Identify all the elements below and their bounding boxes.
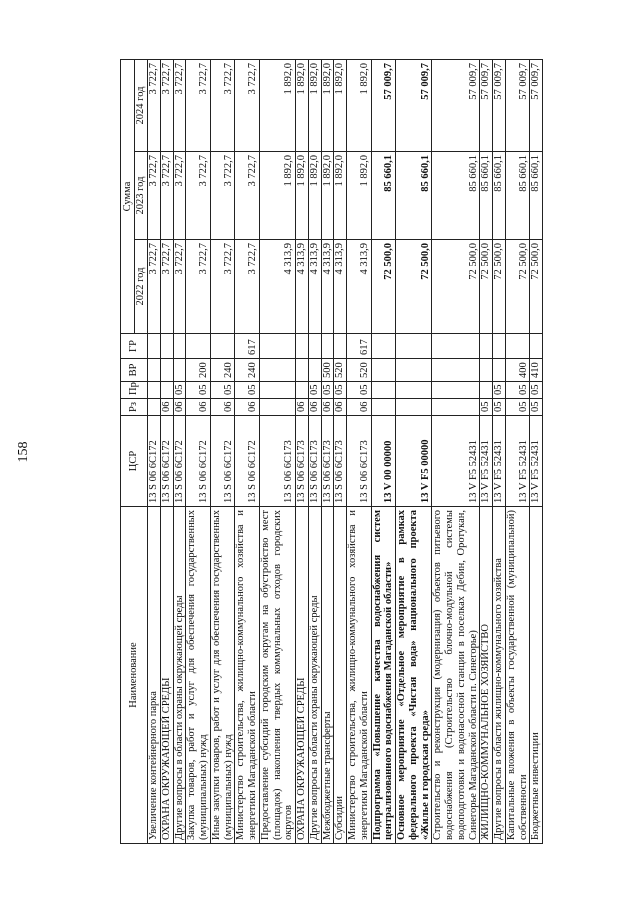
- rotated-table-container: [120, 60, 590, 844]
- cell-vr: 520: [334, 359, 347, 382]
- cell-pr: 05: [186, 382, 211, 399]
- cell-pr: [432, 382, 480, 399]
- cell-csr: 13 V 00 00000: [371, 416, 396, 507]
- cell-vr: [480, 359, 493, 382]
- cell-y2024: 1 892,0: [259, 59, 295, 151]
- cell-y2023: 1 892,0: [321, 152, 334, 240]
- cell-csr: 13 S 06 6С173: [308, 416, 321, 507]
- cell-y2022: 72 500,0: [396, 240, 432, 334]
- cell-name: Субсидии: [334, 507, 347, 844]
- cell-y2023: 3 722,7: [210, 152, 235, 240]
- cell-rz: 05: [505, 399, 530, 416]
- cell-y2023: 3 722,7: [160, 152, 173, 240]
- cell-rz: [148, 399, 161, 416]
- cell-vr: [296, 359, 309, 382]
- cell-y2022: 3 722,7: [173, 240, 186, 334]
- table-row: [148, 59, 161, 843]
- cell-y2024: 1 892,0: [296, 59, 309, 151]
- cell-vr: [308, 359, 321, 382]
- cell-y2023: 85 660,1: [432, 152, 480, 240]
- budget-table: [120, 59, 543, 844]
- cell-rz: [259, 399, 295, 416]
- cell-rz: 05: [493, 399, 506, 416]
- cell-pr: [371, 382, 396, 399]
- cell-y2023: 1 892,0: [334, 152, 347, 240]
- cell-name: ЖИЛИЩНО-КОММУНАЛЬНОЕ ХОЗЯЙСТВО: [480, 507, 493, 844]
- cell-csr: 13 S 06 6С173: [296, 416, 309, 507]
- table-row: [173, 59, 186, 843]
- cell-name: Закупка товаров, работ и услуг для обеспечения государственных (муниципальных) нужд: [186, 507, 211, 844]
- cell-gr: [530, 334, 543, 359]
- cell-gr: [308, 334, 321, 359]
- cell-rz: 06: [334, 399, 347, 416]
- cell-gr: [148, 334, 161, 359]
- cell-pr: 05: [235, 382, 260, 399]
- cell-csr: 13 S 06 6С172: [160, 416, 173, 507]
- cell-pr: 05: [530, 382, 543, 399]
- header-vr: ВР: [121, 359, 148, 382]
- cell-pr: [296, 382, 309, 399]
- cell-pr: 05: [347, 382, 372, 399]
- cell-y2023: 1 892,0: [296, 152, 309, 240]
- cell-y2024: 57 009,7: [432, 59, 480, 151]
- cell-y2024: 57 009,7: [530, 59, 543, 151]
- page-number: 158: [16, 441, 31, 463]
- cell-vr: 200: [186, 359, 211, 382]
- cell-gr: [210, 334, 235, 359]
- cell-rz: 05: [480, 399, 493, 416]
- cell-gr: [432, 334, 480, 359]
- table-row: [259, 59, 295, 843]
- table-body: [148, 59, 543, 843]
- cell-csr: 13 V F5 52431: [493, 416, 506, 507]
- cell-pr: 05: [210, 382, 235, 399]
- header-sum: Сумма: [121, 59, 135, 333]
- cell-y2023: 1 892,0: [308, 152, 321, 240]
- cell-rz: 06: [308, 399, 321, 416]
- cell-y2022: 72 500,0: [505, 240, 530, 334]
- cell-csr: 13 S 06 6С173: [334, 416, 347, 507]
- cell-pr: 05: [334, 382, 347, 399]
- cell-y2022: 3 722,7: [186, 240, 211, 334]
- cell-rz: 06: [347, 399, 372, 416]
- cell-gr: [371, 334, 396, 359]
- table-row: [505, 59, 530, 843]
- cell-gr: [334, 334, 347, 359]
- cell-y2024: 57 009,7: [480, 59, 493, 151]
- cell-y2022: 3 722,7: [235, 240, 260, 334]
- cell-name: Межбюджетные трансферты: [321, 507, 334, 844]
- cell-csr: 13 V F5 52431: [480, 416, 493, 507]
- cell-name: Увеличение контейнерного парка: [148, 507, 161, 844]
- cell-gr: [259, 334, 295, 359]
- cell-y2024: 3 722,7: [148, 59, 161, 151]
- cell-csr: 13 S 06 6С173: [259, 416, 295, 507]
- cell-gr: 617: [347, 334, 372, 359]
- cell-y2022: 4 313,9: [347, 240, 372, 334]
- cell-y2023: 3 722,7: [235, 152, 260, 240]
- cell-vr: 400: [505, 359, 530, 382]
- cell-rz: [371, 399, 396, 416]
- cell-y2024: 57 009,7: [396, 59, 432, 151]
- cell-y2024: 3 722,7: [160, 59, 173, 151]
- table-row: [480, 59, 493, 843]
- cell-gr: [480, 334, 493, 359]
- cell-name: Капитальные вложения в объекты государственной (муниципальной) собственности: [505, 507, 530, 844]
- table-row: [396, 59, 432, 843]
- cell-rz: 06: [186, 399, 211, 416]
- header-2023: 2023 год: [135, 152, 148, 240]
- cell-csr: 13 V F5 00000: [396, 416, 432, 507]
- cell-csr: 13 S 06 6С172: [173, 416, 186, 507]
- table-row: [296, 59, 309, 843]
- cell-name: Министерство строительства, жилищно-коммунального хозяйства и энергетики Магаданской области: [235, 507, 260, 844]
- cell-vr: 500: [321, 359, 334, 382]
- cell-y2024: 3 722,7: [210, 59, 235, 151]
- cell-name: Министерство строительства, жилищно-коммунального хозяйства и энергетики Магаданской области: [347, 507, 372, 844]
- cell-rz: 06: [296, 399, 309, 416]
- cell-gr: [186, 334, 211, 359]
- header-2024: 2024 год: [135, 59, 148, 151]
- cell-y2024: 57 009,7: [505, 59, 530, 151]
- table-row: [186, 59, 211, 843]
- cell-y2022: 3 722,7: [148, 240, 161, 334]
- cell-name: Основное мероприятие «Отдельное мероприятие в рамках федерального проекта «Чистая вода» национального проекта «Жилье и городская среда»: [396, 507, 432, 844]
- cell-vr: [493, 359, 506, 382]
- table-row: [347, 59, 372, 843]
- cell-y2023: 3 722,7: [148, 152, 161, 240]
- cell-y2023: 85 660,1: [396, 152, 432, 240]
- cell-vr: 520: [347, 359, 372, 382]
- cell-rz: [396, 399, 432, 416]
- cell-rz: 05: [530, 399, 543, 416]
- cell-pr: [259, 382, 295, 399]
- cell-gr: [160, 334, 173, 359]
- cell-y2024: 3 722,7: [235, 59, 260, 151]
- cell-pr: 05: [308, 382, 321, 399]
- cell-vr: [371, 359, 396, 382]
- cell-y2022: 3 722,7: [210, 240, 235, 334]
- cell-vr: [160, 359, 173, 382]
- cell-y2024: 1 892,0: [308, 59, 321, 151]
- cell-vr: [148, 359, 161, 382]
- cell-y2022: 72 500,0: [493, 240, 506, 334]
- cell-y2023: 3 722,7: [173, 152, 186, 240]
- cell-vr: [259, 359, 295, 382]
- cell-y2022: 4 313,9: [334, 240, 347, 334]
- cell-y2022: 72 500,0: [432, 240, 480, 334]
- cell-gr: [396, 334, 432, 359]
- header-csr: ЦСР: [121, 416, 148, 507]
- cell-csr: 13 S 06 6С172: [186, 416, 211, 507]
- header-2022: 2022 год: [135, 240, 148, 334]
- cell-y2024: 1 892,0: [347, 59, 372, 151]
- cell-y2023: 1 892,0: [347, 152, 372, 240]
- cell-name: Строительство и реконструкция (модернизация) объектов питьевого водоснабжения (Строительство блочно-модульной системы водоподготовки и водонасосной станции в поселках Дебин, Оротукан, Синегорье Магаданской области п. Синегорье): [432, 507, 480, 844]
- cell-y2022: 4 313,9: [296, 240, 309, 334]
- cell-vr: [173, 359, 186, 382]
- cell-y2024: 57 009,7: [493, 59, 506, 151]
- header-pr: Пр: [121, 382, 148, 399]
- table-row: [530, 59, 543, 843]
- cell-y2024: 57 009,7: [371, 59, 396, 151]
- table-row: [334, 59, 347, 843]
- cell-y2022: 4 313,9: [259, 240, 295, 334]
- cell-csr: 13 V F5 52431: [505, 416, 530, 507]
- cell-rz: 06: [173, 399, 186, 416]
- cell-pr: 05: [493, 382, 506, 399]
- cell-y2022: 4 313,9: [308, 240, 321, 334]
- cell-y2023: 85 660,1: [480, 152, 493, 240]
- cell-csr: 13 S 06 6С172: [148, 416, 161, 507]
- cell-name: Иные закупки товаров, работ и услуг для обеспечения государственных (муниципальных) нужд: [210, 507, 235, 844]
- cell-y2022: 72 500,0: [480, 240, 493, 334]
- cell-csr: 13 S 06 6С173: [321, 416, 334, 507]
- cell-y2023: 85 660,1: [530, 152, 543, 240]
- header-rz: Рз: [121, 399, 148, 416]
- cell-y2023: 85 660,1: [505, 152, 530, 240]
- cell-name: ОХРАНА ОКРУЖАЮЩЕЙ СРЕДЫ: [160, 507, 173, 844]
- cell-rz: 06: [160, 399, 173, 416]
- cell-name: Другие вопросы в области жилищно-коммунального хозяйства: [493, 507, 506, 844]
- cell-pr: 05: [321, 382, 334, 399]
- cell-y2024: 1 892,0: [334, 59, 347, 151]
- cell-y2024: 1 892,0: [321, 59, 334, 151]
- cell-y2022: 72 500,0: [530, 240, 543, 334]
- cell-y2024: 3 722,7: [173, 59, 186, 151]
- cell-csr: 13 S 06 6С172: [210, 416, 235, 507]
- table-row: [308, 59, 321, 843]
- cell-y2022: 4 313,9: [321, 240, 334, 334]
- cell-csr: 13 V F5 52431: [432, 416, 480, 507]
- table-row: [371, 59, 396, 843]
- cell-y2022: 72 500,0: [371, 240, 396, 334]
- cell-rz: 06: [321, 399, 334, 416]
- cell-rz: 06: [235, 399, 260, 416]
- header-name: Наименование: [121, 507, 148, 844]
- cell-name: Предоставление субсидий городским округам на обустройство мест (площадок) накопления твердых коммунальных отходов городских округов: [259, 507, 295, 844]
- cell-pr: 05: [173, 382, 186, 399]
- cell-pr: 05: [505, 382, 530, 399]
- cell-y2023: 1 892,0: [259, 152, 295, 240]
- cell-vr: 240: [235, 359, 260, 382]
- cell-gr: [173, 334, 186, 359]
- cell-vr: [396, 359, 432, 382]
- cell-gr: [505, 334, 530, 359]
- cell-gr: 617: [235, 334, 260, 359]
- header-gr: ГР: [121, 334, 148, 359]
- cell-csr: 13 V F5 52431: [530, 416, 543, 507]
- cell-name: Подпрограмма «Повышение качества водоснабжения систем централизованного водоснабжения Магаданской области»: [371, 507, 396, 844]
- cell-name: ОХРАНА ОКРУЖАЮЩЕЙ СРЕДЫ: [296, 507, 309, 844]
- cell-y2023: 85 660,1: [371, 152, 396, 240]
- cell-y2023: 85 660,1: [493, 152, 506, 240]
- cell-vr: 240: [210, 359, 235, 382]
- table-row: [210, 59, 235, 843]
- cell-gr: [296, 334, 309, 359]
- cell-gr: [321, 334, 334, 359]
- cell-pr: [480, 382, 493, 399]
- table-row: [321, 59, 334, 843]
- cell-gr: [493, 334, 506, 359]
- cell-y2024: 3 722,7: [186, 59, 211, 151]
- cell-rz: 06: [210, 399, 235, 416]
- cell-y2022: 3 722,7: [160, 240, 173, 334]
- cell-pr: [148, 382, 161, 399]
- table-row: [432, 59, 480, 843]
- table-row: [493, 59, 506, 843]
- table-row: [235, 59, 260, 843]
- cell-name: Другие вопросы в области охраны окружающей среды: [173, 507, 186, 844]
- cell-pr: [396, 382, 432, 399]
- cell-name: Другие вопросы в области охраны окружающей среды: [308, 507, 321, 844]
- cell-name: Бюджетные инвестиции: [530, 507, 543, 844]
- cell-vr: [432, 359, 480, 382]
- cell-csr: 13 S 06 6С173: [347, 416, 372, 507]
- cell-rz: [432, 399, 480, 416]
- table-row: [160, 59, 173, 843]
- cell-vr: 410: [530, 359, 543, 382]
- cell-csr: 13 S 06 6С172: [235, 416, 260, 507]
- cell-y2023: 3 722,7: [186, 152, 211, 240]
- cell-pr: [160, 382, 173, 399]
